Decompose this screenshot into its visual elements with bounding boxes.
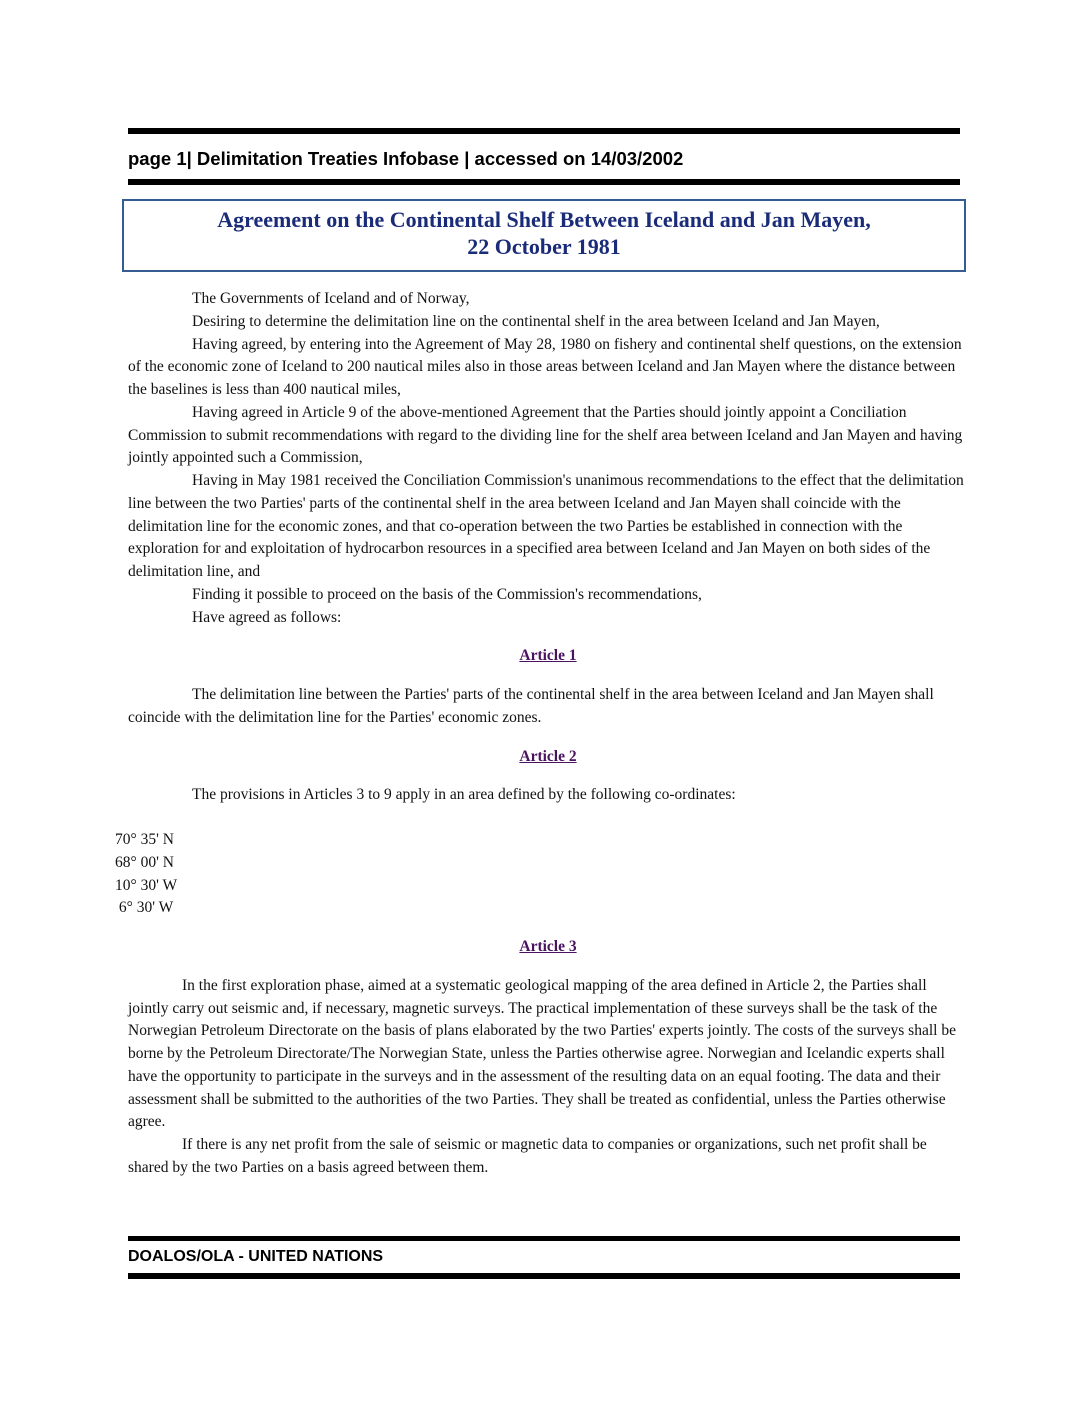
document-title-line-1: Agreement on the Continental Shelf Between Iceland and Jan Mayen,: [217, 207, 871, 232]
preamble-paragraph: Having in May 1981 received the Conciliation Commission's unanimous recommendations to the effect that the delimitation line between the two Parties' parts of the continental shelf in the area between Iceland and Jan Mayen shall coincide with the delimitation line for the economic zones, and that co-operation between the two Parties be established in connection with the exploration for and exploitation of hydrocarbon resources in a specified area between Iceland and Jan Mayen on both sides of the delimitation line, and: [128, 472, 964, 580]
article-1-link[interactable]: Article 1: [519, 647, 577, 665]
document-title-line-2: 22 October 1981: [467, 234, 621, 259]
article-1-text: The delimitation line between the Parties' parts of the continental shelf in the area between Iceland and Jan Mayen shall coincide with the delimitation line for the Parties' economic zones.: [128, 686, 934, 726]
preamble-paragraph: Having agreed, by entering into the Agreement of May 28, 1980 on fishery and continental shelf questions, on the extension of the economic zone of Iceland to 200 nautical miles also in those areas between Iceland and Jan Mayen where the distance between the baselines is less than 400 nautical miles,: [128, 335, 962, 398]
document-body: [115, 288, 968, 1180]
article-2-link[interactable]: Article 2: [519, 747, 577, 765]
coordinate-item: 68° 00' N: [115, 853, 174, 871]
preamble-paragraph: Have agreed as follows:: [192, 608, 342, 626]
coordinate-item: 10° 30' W: [115, 876, 178, 894]
preamble-paragraph: Having agreed in Article 9 of the above-mentioned Agreement that the Parties should jointly appoint a Conciliation Commission to submit recommendations with regard to the dividing line for the shelf area between Iceland and Jan Mayen and having jointly appointed such a Commission,: [128, 403, 963, 467]
page-header: page 1| Delimitation Treaties Infobase | accessed on 14/03/2002: [128, 148, 684, 169]
preamble-paragraph: Finding it possible to proceed on the basis of the Commission's recommendations,: [192, 585, 702, 603]
coordinate-list: [115, 829, 968, 920]
footer-rule-top: [128, 1236, 960, 1241]
article-3-paragraph-2: If there is any net profit from the sale of seismic or magnetic data to companies or organizations, such net profit shall be shared by the two Parties on a basis agreed between them.: [128, 1136, 927, 1176]
article-3-link[interactable]: Article 3: [519, 938, 577, 955]
article-2-text: The provisions in Articles 3 to 9 apply in an area defined by the following co-ordinates:: [192, 786, 736, 804]
preamble-paragraph: The Governments of Iceland and of Norway,: [192, 290, 470, 307]
article-1-heading[interactable]: [128, 645, 968, 668]
preamble-paragraph: Desiring to determine the delimitation line on the continental shelf in the area between Iceland and Jan Mayen,: [192, 312, 880, 330]
coordinate-item: 6° 30' W: [115, 899, 174, 917]
article-3-paragraph-1: In the first exploration phase, aimed at a systematic geological mapping of the area defined in Article 2, the Parties shall jointly carry out seismic and, if necessary, magnetic surveys. The practical implementation of these surveys shall be the task of the Norwegian Petroleum Directorate on the basis of plans elaborated by the two Parties' experts jointly. The costs of the surveys shall be borne by the Petroleum Directorate/The Norwegian State, unless the Parties otherwise agree. Norwegian and Icelandic experts shall have the opportunity to participate in the surveys and in the assessment of the resulting data on an equal footing. The data and their assessment shall be submitted to the authorities of the two Parties. They shall be treated as confidential, unless the Parties otherwise agree.: [128, 976, 956, 1131]
footer-rule-bottom: [128, 1273, 960, 1279]
article-2-heading[interactable]: [128, 746, 968, 769]
coordinate-item: 70° 35' N: [115, 831, 174, 848]
article-3-heading[interactable]: [128, 936, 968, 959]
document-title-box: [122, 199, 966, 272]
header-rule: [128, 179, 960, 185]
page-footer: DOALOS/OLA - UNITED NATIONS: [128, 1248, 384, 1265]
top-rule: [128, 128, 960, 134]
